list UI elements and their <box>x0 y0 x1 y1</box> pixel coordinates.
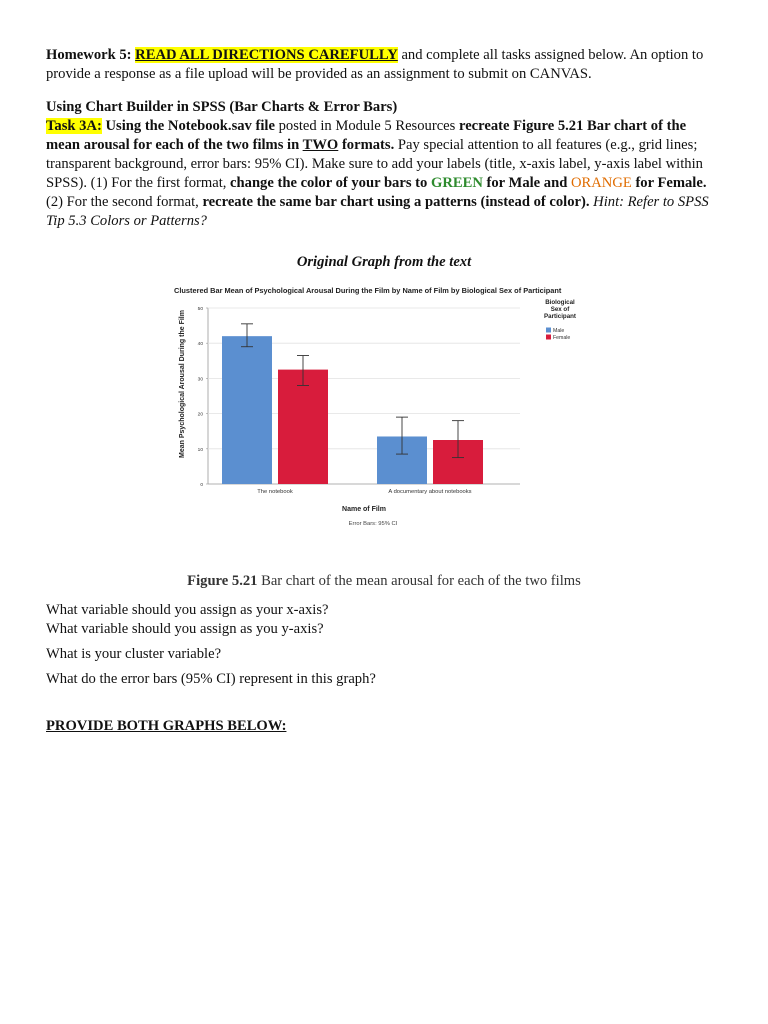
task-text-13: recreate the same bar chart using a patterns (instead of color). <box>202 194 590 210</box>
y-tick-label: 10 <box>197 447 203 453</box>
legend-title: Biological <box>545 299 575 306</box>
legend-title: Sex of <box>550 306 570 313</box>
x-category-label: The notebook <box>257 489 293 495</box>
y-tick-label: 50 <box>197 307 203 312</box>
figure-caption-text: Bar chart of the mean arousal for each of the two films <box>257 573 581 589</box>
y-tick-label: 30 <box>197 377 203 383</box>
task-label: Task 3A: <box>46 118 102 134</box>
legend-label-female: Female <box>553 335 571 341</box>
homework-label: Homework 5: <box>46 47 136 63</box>
highlighted-warning: READ ALL DIRECTIONS CAREFULLY <box>135 47 398 63</box>
y-ticks-group <box>198 306 204 488</box>
question-y-axis: What variable should you assign as you y-axis? <box>46 621 324 637</box>
bars-group <box>222 336 483 484</box>
section-title: Using Chart Builder in SPSS (Bar Charts & Error Bars) <box>46 99 398 115</box>
x-category-label: A documentary about notebooks <box>388 489 472 495</box>
bar-male <box>222 336 272 484</box>
question-error-bars: What do the error bars (95% CI) represent in this graph? <box>46 671 376 687</box>
task-block <box>46 98 722 231</box>
error-bars-group <box>241 324 464 458</box>
task-hint: Hint: Refer to SPSS Tip 5.3 Colors or Patterns? <box>46 194 709 229</box>
homework-header <box>46 46 722 84</box>
chart-title: Clustered Bar Mean of Psychological Arousal During the Film by Name of Film by Biological Sex of Participant <box>174 286 562 295</box>
y-tick-label: 20 <box>197 412 203 418</box>
provide-graphs-heading: PROVIDE BOTH GRAPHS BELOW: <box>46 718 287 734</box>
task-text-12: (2) For the second format, <box>46 194 203 210</box>
legend-label-male: Male <box>553 328 565 334</box>
task-text-two: TWO <box>302 137 339 153</box>
bar-female <box>278 370 328 484</box>
legend <box>544 299 576 341</box>
question-cluster: What is your cluster variable? <box>46 646 222 662</box>
bar-chart <box>170 284 610 546</box>
task-text-1: Using the Notebook.sav file <box>101 118 275 134</box>
error-bars-note: Error Bars: 95% CI <box>348 521 398 527</box>
question-x-axis: What variable should you assign as your x-axis? <box>46 602 329 618</box>
chart-container <box>46 272 722 572</box>
task-text-6: Pay special attention to all features (e.g., grid lines; transparent background, error bars: 95% CI). Make sure to add your labels (title, x-axis label, y-axis label within SPSS). (1) For the first format, <box>46 137 703 191</box>
original-graph-caption: Original Graph from the text <box>296 254 472 270</box>
x-axis-label: Name of Film <box>342 506 386 513</box>
task-text-7: change the color of your bars to <box>230 175 431 191</box>
task-text-3: recreate Figure 5.21 Bar chart of the mean arousal for each of the two films in <box>46 118 687 153</box>
y-axis-label: Mean Psychological Arousal During the Film <box>179 310 186 458</box>
y-tick-label: 0 <box>200 483 203 488</box>
homework-instructions: and complete all tasks assigned below. An option to provide a response as a file upload will be provided as an assignment to submit on CANVAS. <box>46 47 704 82</box>
figure-caption <box>46 572 722 591</box>
legend-swatch-female <box>546 335 551 340</box>
document-page <box>46 46 722 736</box>
task-text-2: posted in Module 5 Resources <box>274 118 459 134</box>
x-categories-group <box>257 489 471 495</box>
legend-title: Participant <box>544 313 576 320</box>
figure-number: Figure 5.21 <box>187 573 258 589</box>
y-tick-label: 40 <box>197 342 203 348</box>
task-text-orange: ORANGE <box>570 175 632 191</box>
task-text-9: for Male and <box>482 175 571 191</box>
legend-swatch-male <box>546 328 551 333</box>
task-text-green: GREEN <box>430 175 483 191</box>
task-text-5: formats. <box>338 137 395 153</box>
task-text-11: for Female. <box>631 175 707 191</box>
